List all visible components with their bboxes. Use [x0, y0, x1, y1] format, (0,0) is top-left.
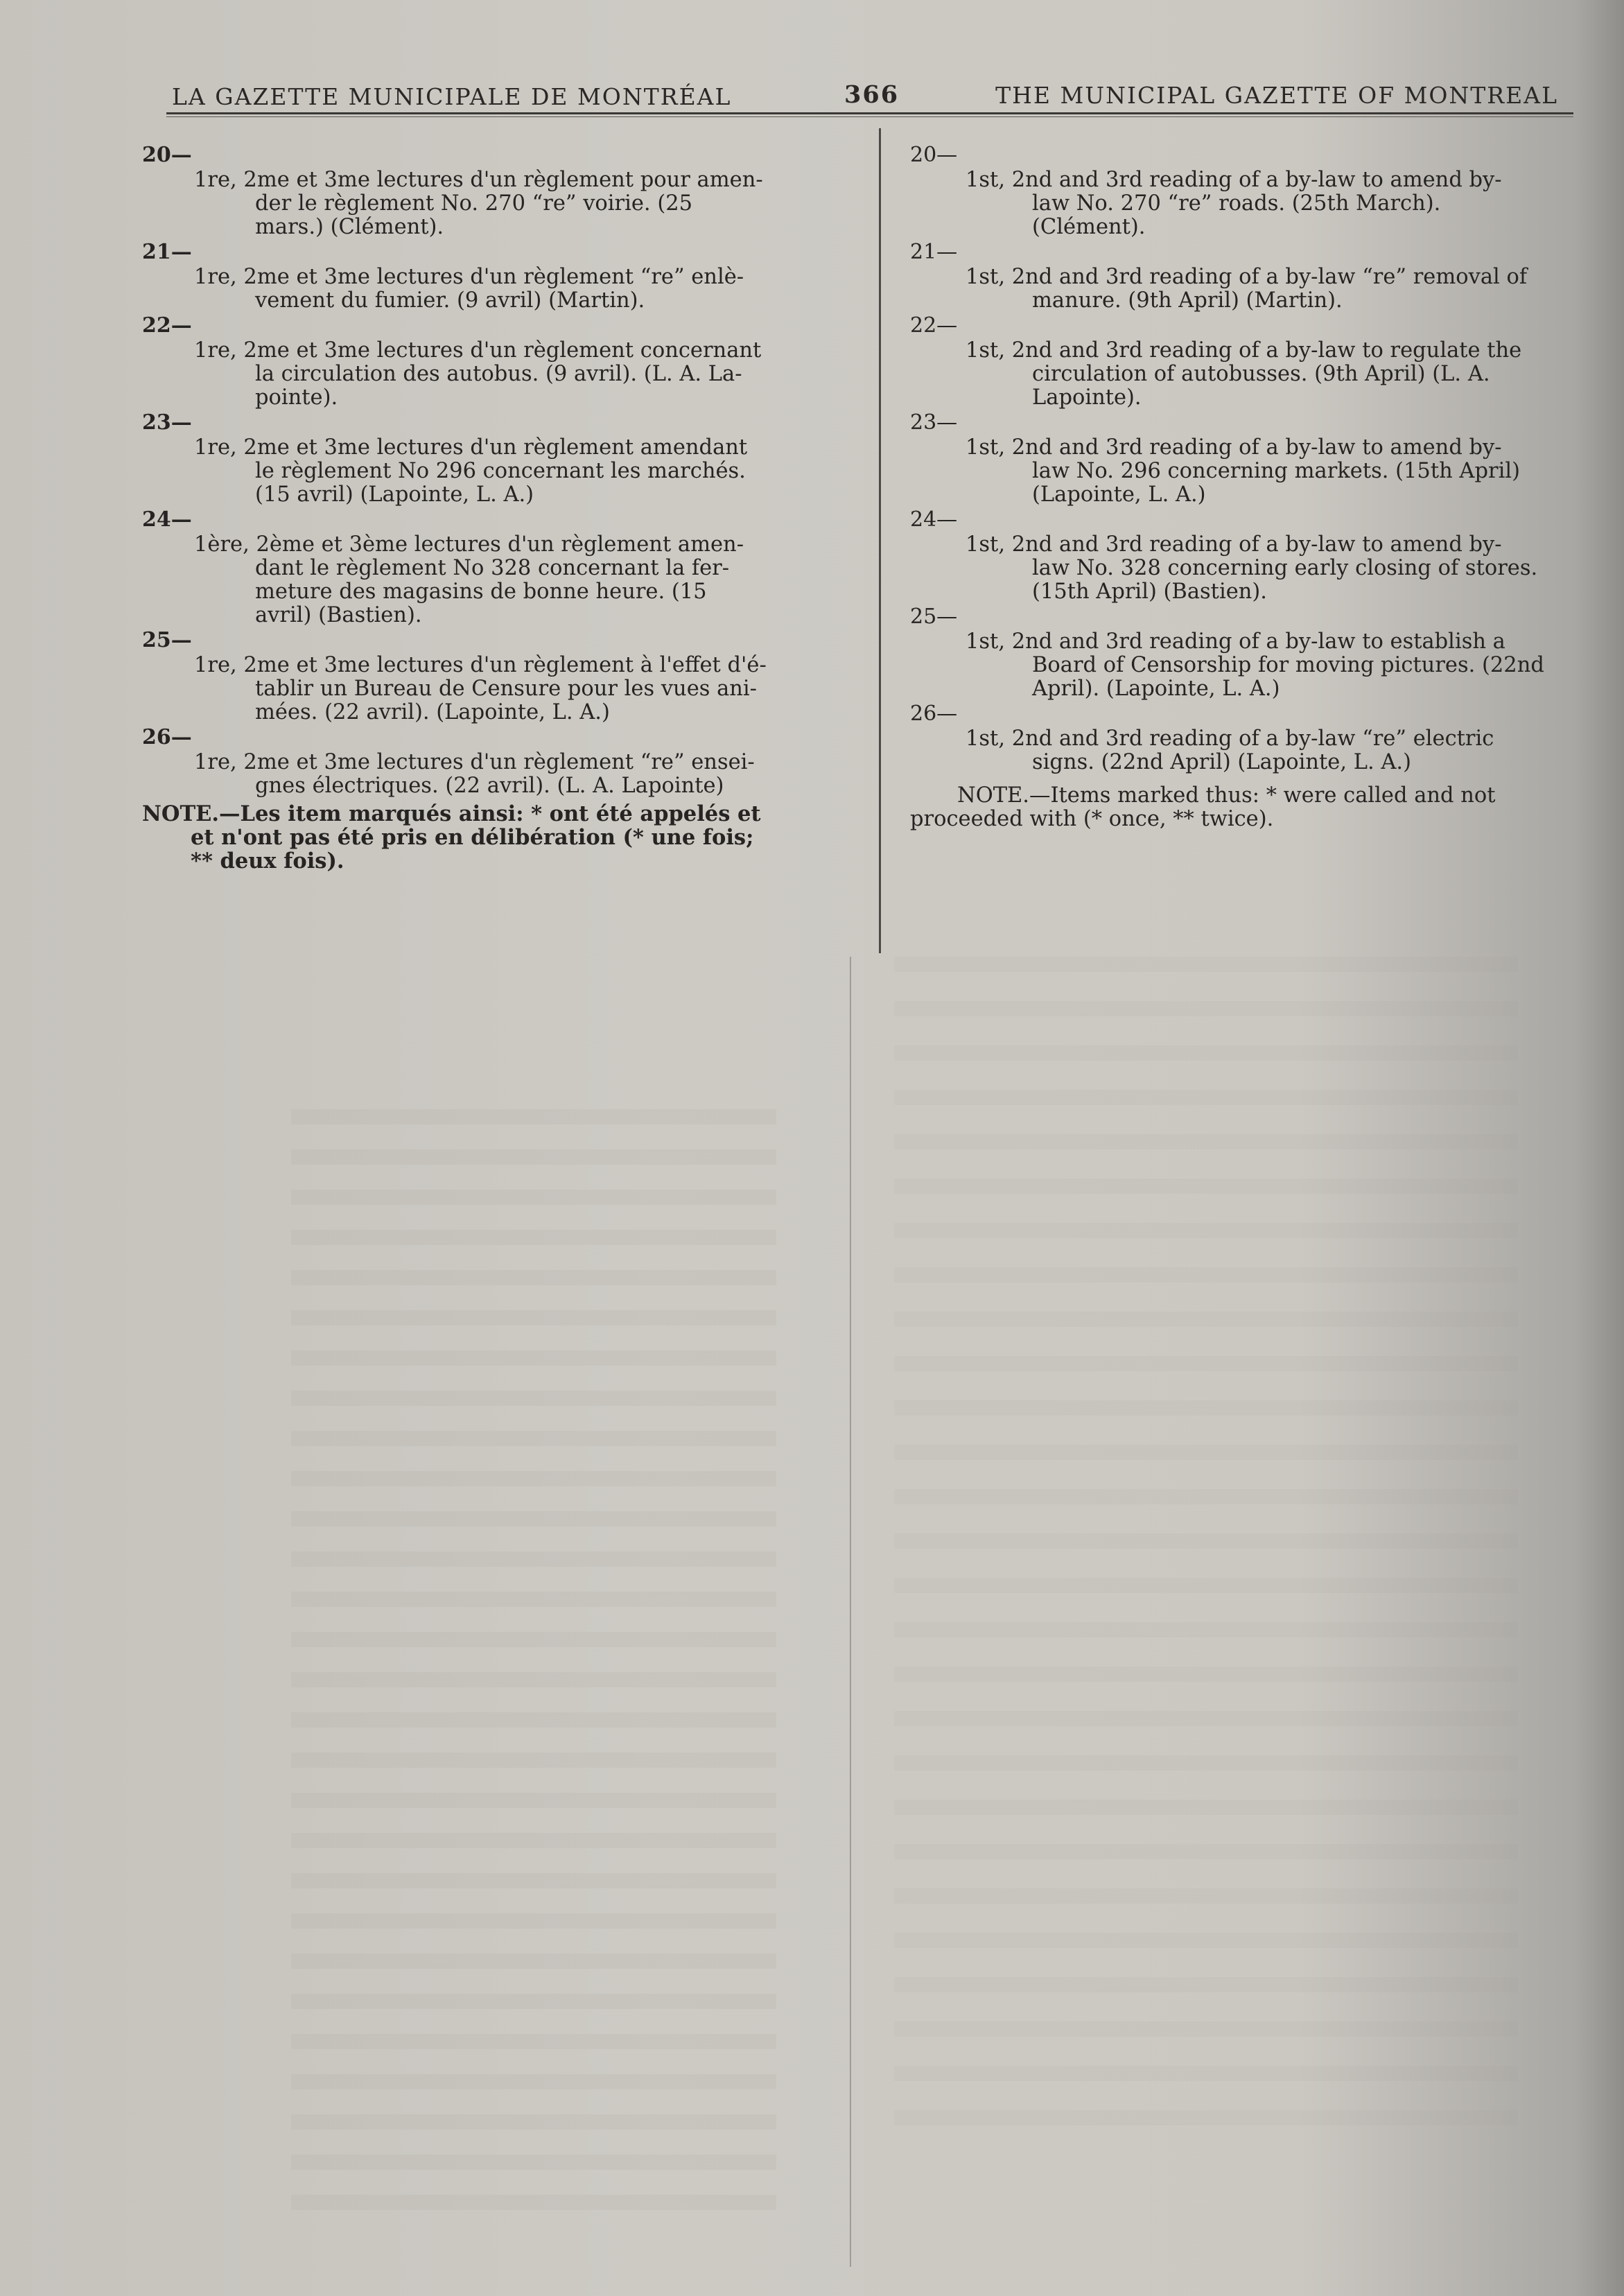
- entry-line: law No. 296 concerning markets. (15th April): [1032, 459, 1520, 483]
- entry-line: 1re, 2me et 3me lectures d'un règlement à l'effet d'é-: [194, 653, 767, 677]
- entry-number: 24—: [142, 507, 192, 532]
- entry-line: vement du fumier. (9 avril) (Martin).: [255, 288, 645, 313]
- page-header: [172, 78, 1558, 114]
- entry-line: law No. 328 concerning early closing of stores.: [1032, 556, 1538, 580]
- entry-line: (15 avril) (Lapointe, L. A.): [255, 482, 534, 507]
- entry-line: le règlement No 296 concernant les marchés.: [255, 459, 746, 483]
- entry-line: 1re, 2me et 3me lectures d'un règlement “re” enlè-: [194, 265, 744, 289]
- english-entry: [910, 410, 1555, 507]
- entry-number: 20—: [142, 143, 192, 167]
- english-entry: [910, 507, 1555, 604]
- entry-line: pointe).: [255, 385, 338, 410]
- entry-text: [142, 654, 842, 724]
- bleed-through-texture: [291, 1109, 776, 2218]
- entry-number: 21—: [910, 240, 958, 264]
- entry-number: 22—: [142, 313, 192, 338]
- french-column: [142, 142, 842, 873]
- entry-line: 1ère, 2ème et 3ème lectures d'un règlement amen-: [194, 532, 744, 557]
- bleed-through-texture-right: [894, 957, 1518, 2135]
- english-entry: [910, 239, 1555, 313]
- english-entry: [910, 142, 1555, 239]
- entry-text: [910, 727, 1555, 774]
- note-line: NOTE.—Items marked thus: * were called and not: [957, 783, 1496, 808]
- entry-text: [910, 436, 1555, 507]
- entry-number: 20—: [910, 143, 958, 167]
- entry-line: April). (Lapointe, L. A.): [1032, 677, 1280, 701]
- header-english-title: THE MUNICIPAL GAZETTE OF MONTREAL: [995, 82, 1558, 109]
- entry-line: meture des magasins de bonne heure. (15: [255, 580, 707, 604]
- entry-text: [142, 751, 842, 798]
- french-note: [142, 802, 842, 873]
- entry-line: avril) (Bastien).: [255, 603, 422, 627]
- entry-line: 1st, 2nd and 3rd reading of a by-law to amend by-: [966, 168, 1502, 192]
- entry-line: der le règlement No. 270 “re” voirie. (25: [255, 191, 693, 216]
- entry-text: [910, 168, 1555, 239]
- french-entry: [142, 507, 842, 627]
- entry-text: [142, 436, 842, 507]
- entry-line: circulation of autobusses. (9th April) (L. A.: [1032, 362, 1490, 386]
- french-entry: [142, 142, 842, 239]
- entry-number: 21—: [142, 240, 192, 264]
- entry-line: Lapointe).: [1032, 385, 1142, 410]
- english-entry: [910, 701, 1555, 774]
- french-entry: [142, 313, 842, 410]
- entry-number: 24—: [910, 507, 958, 532]
- entry-number: 22—: [910, 313, 958, 338]
- french-entry: [142, 627, 842, 724]
- entry-text: [142, 533, 842, 627]
- entry-line: tablir un Bureau de Censure pour les vues ani-: [255, 677, 757, 701]
- note-line: NOTE.—Les item marqués ainsi: * ont été appelés et: [142, 801, 761, 826]
- english-entry: [910, 313, 1555, 410]
- entry-text: [142, 266, 842, 313]
- entry-text: [142, 339, 842, 410]
- column-divider: [879, 128, 881, 953]
- entry-line: 1st, 2nd and 3rd reading of a by-law to amend by-: [966, 532, 1502, 557]
- entry-line: (Clément).: [1032, 215, 1146, 239]
- entry-number: 25—: [142, 628, 192, 652]
- note-line: et n'ont pas été pris en délibération (* une fois;: [191, 825, 754, 850]
- french-entry: [142, 724, 842, 798]
- column-divider-faint: [850, 957, 851, 2267]
- entry-line: (15th April) (Bastien).: [1032, 580, 1267, 604]
- french-entry: [142, 410, 842, 507]
- entry-line: law No. 270 “re” roads. (25th March).: [1032, 191, 1441, 216]
- entry-number: 23—: [142, 410, 192, 435]
- entry-text: [910, 266, 1555, 313]
- entry-line: dant le règlement No 328 concernant la fer-: [255, 556, 730, 580]
- english-entry: [910, 604, 1555, 701]
- entry-line: la circulation des autobus. (9 avril). (L. A. La-: [255, 362, 742, 386]
- entry-line: 1re, 2me et 3me lectures d'un règlement amendant: [194, 435, 748, 460]
- entry-line: signs. (22nd April) (Lapointe, L. A.): [1032, 750, 1412, 774]
- entry-line: manure. (9th April) (Martin).: [1032, 288, 1343, 313]
- entry-number: 26—: [142, 725, 192, 749]
- entry-text: [910, 533, 1555, 604]
- entry-line: (Lapointe, L. A.): [1032, 482, 1206, 507]
- header-rule: [166, 112, 1573, 114]
- entry-line: 1re, 2me et 3me lectures d'un règlement concernant: [194, 338, 762, 363]
- entry-number: 26—: [910, 702, 958, 726]
- entry-line: 1re, 2me et 3me lectures d'un règlement pour amen-: [194, 168, 763, 192]
- entry-line: 1st, 2nd and 3rd reading of a by-law to establish a: [966, 629, 1505, 654]
- entry-text: [910, 630, 1555, 701]
- entry-line: 1st, 2nd and 3rd reading of a by-law “re” removal of: [966, 265, 1528, 289]
- entry-line: 1st, 2nd and 3rd reading of a by-law to regulate the: [966, 338, 1522, 363]
- entry-line: 1re, 2me et 3me lectures d'un règlement “re” ensei-: [194, 750, 755, 774]
- entry-number: 23—: [910, 410, 958, 435]
- entry-line: 1st, 2nd and 3rd reading of a by-law to amend by-: [966, 435, 1502, 460]
- page-number: 366: [844, 80, 900, 109]
- entry-text: [142, 168, 842, 239]
- english-note: [910, 784, 1555, 831]
- note-line: proceeded with (* once, ** twice).: [910, 807, 1274, 831]
- entry-line: Board of Censorship for moving pictures. (22nd: [1032, 653, 1544, 677]
- entry-text: [910, 339, 1555, 410]
- entry-line: mées. (22 avril). (Lapointe, L. A.): [255, 700, 610, 724]
- entry-number: 25—: [910, 605, 958, 629]
- entry-line: 1st, 2nd and 3rd reading of a by-law “re” electric: [966, 727, 1494, 751]
- entry-line: gnes électriques. (22 avril). (L. A. Lapointe): [255, 774, 724, 798]
- note-line: ** deux fois).: [191, 849, 344, 873]
- entry-line: mars.) (Clément).: [255, 215, 444, 239]
- french-entry: [142, 239, 842, 313]
- header-french-title: LA GAZETTE MUNICIPALE DE MONTRÉAL: [172, 83, 732, 110]
- english-column: [910, 142, 1555, 831]
- header-rule-thin: [166, 116, 1573, 117]
